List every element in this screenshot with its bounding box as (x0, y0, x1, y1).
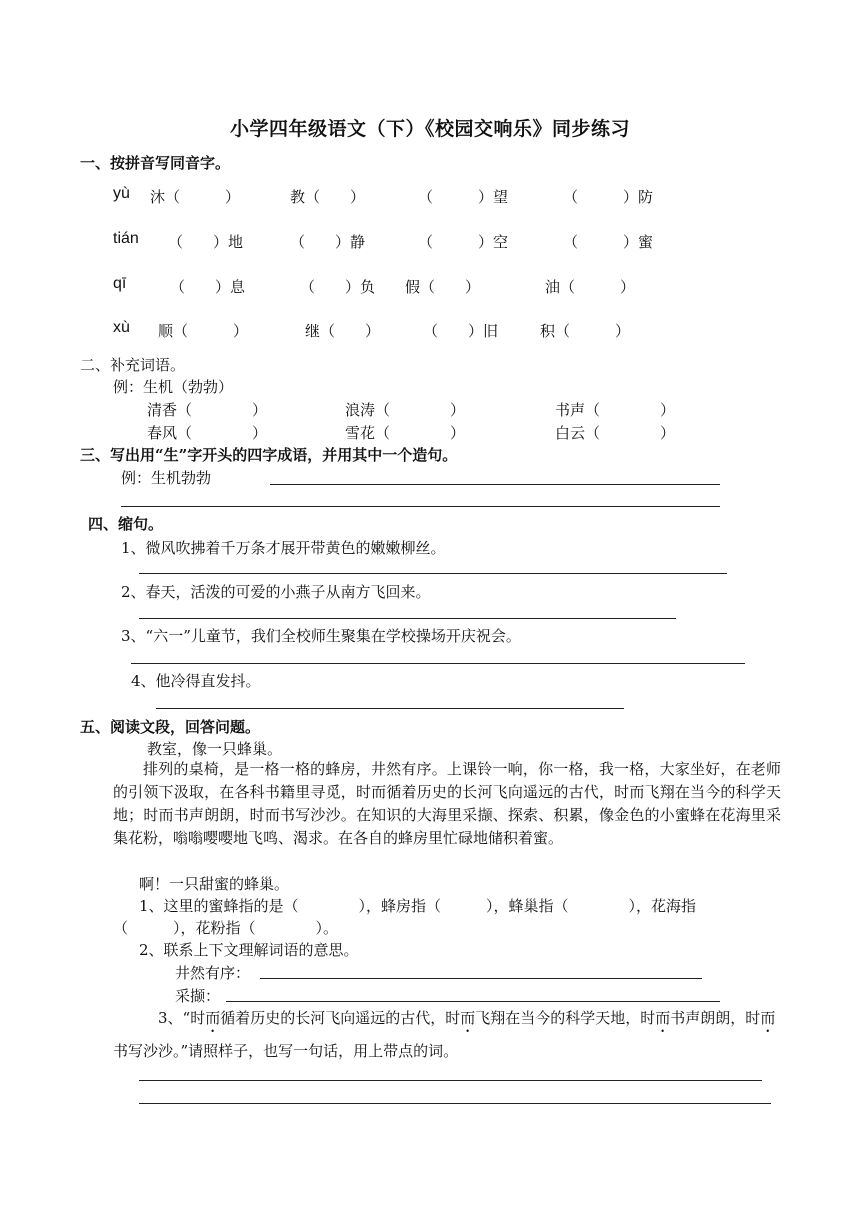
section-3-heading: 三、写出用“生”字开头的四字成语，并用其中一个造句。 (80, 446, 458, 464)
answer-line[interactable] (139, 1103, 771, 1104)
answer-line[interactable] (139, 573, 727, 574)
blank-item: （ ）望 (418, 188, 509, 206)
blank-item: （ ）地 (168, 233, 244, 251)
blank-item: 沐（ ） (150, 188, 241, 206)
q3-text: 飞翔在当今的科学天地，时 (475, 1009, 656, 1027)
passage-line: 啊！一只甜蜜的蜂巢。 (139, 875, 290, 893)
answer-line[interactable] (156, 708, 624, 709)
blank-item: （ ）蜜 (563, 233, 654, 251)
dotted-char: 而 (655, 1009, 671, 1027)
answer-line[interactable] (121, 506, 720, 507)
example-line: 例：生机勃勃 (121, 469, 212, 487)
question-1-cont: （ ），花粉指（ ）。 (113, 919, 339, 937)
section-5-heading: 五、阅读文段，回答问题。 (80, 718, 261, 736)
section-4-heading: 四、缩句。 (88, 515, 164, 533)
question-1: 1、这里的蜜蜂指的是（ ），蜂房指（ ），蜂巢指（ ），花海指 (139, 897, 697, 915)
fill-item: 春风（ ） (147, 424, 268, 442)
blank-item: 油（ ） (545, 278, 636, 296)
fill-item: 清香（ ） (147, 401, 268, 419)
sentence-item: 2、春天，活泼的可爱的小燕子从南方飞回来。 (121, 583, 431, 601)
sentence-item: 4、他冷得直发抖。 (131, 672, 261, 690)
answer-line[interactable] (131, 663, 745, 664)
blank-item: 顺（ ） (158, 322, 249, 340)
blank-item: （ ）静 (290, 233, 366, 251)
blank-item: 教（ ） (290, 188, 366, 206)
dotted-char: 而 (760, 1009, 776, 1027)
answer-line[interactable] (226, 1001, 720, 1002)
dotted-char: 而 (205, 1009, 221, 1027)
pinyin-label: xù (113, 319, 130, 336)
page-title: 小学四年级语文（下）《校园交响乐》同步练习 (229, 118, 630, 140)
blank-item: （ ）空 (418, 233, 509, 251)
example-line: 例：生机（勃勃） (113, 378, 234, 396)
pinyin-label: yù (113, 185, 130, 202)
answer-line[interactable] (260, 978, 702, 979)
blank-item: （ ）旧 (423, 322, 499, 340)
section-2-heading: 二、补充词语。 (80, 356, 186, 374)
blank-item: 积（ ） (540, 322, 631, 340)
blank-item: 继（ ） (305, 322, 381, 340)
passage-line: 教室，像一只蜂巢。 (147, 740, 283, 758)
q3-text: 书写沙沙。”请照样子，也写一句话，用上带点的词。 (113, 1042, 459, 1060)
sentence-item: 1、微风吹拂着千万条才展开带黄色的嫩嫩柳丝。 (121, 539, 446, 557)
q3-text: 3、“时 (158, 1009, 206, 1027)
pinyin-label: qī (113, 275, 127, 292)
fill-item: 白云（ ） (555, 424, 676, 442)
answer-line[interactable] (270, 484, 720, 485)
question-2: 2、联系上下文理解词语的意思。 (139, 941, 359, 959)
fill-item: 雪花（ ） (345, 424, 466, 442)
blank-item: 假（ ） (405, 278, 481, 296)
answer-line[interactable] (139, 618, 676, 619)
pinyin-label: tián (113, 230, 139, 247)
section-1-heading: 一、按拼音写同音字。 (80, 154, 231, 172)
term-label: 井然有序： (175, 964, 251, 982)
blank-item: （ ）负 (300, 278, 376, 296)
blank-item: （ ）息 (170, 278, 246, 296)
answer-line[interactable] (139, 1080, 762, 1081)
passage-paragraph: 排列的桌椅，是一格一格的蜂房，井然有序。上课铃一响，你一格，我一格，大家坐好，在老师的引领下汲取，在各科书籍里寻觅，时而循着历史的长河飞向遥远的古代，时而飞翔在当今的科学天地；时而书声朗朗，时而书写沙沙。在知识的大海里采撷、探索、积累，像金色的小蜜蜂在花海里采集花粉，嗡嗡嘤嘤地飞鸣、渴求。在各自的蜂房里忙碌地储积着蜜。 (113, 760, 781, 847)
blank-item: （ ）防 (563, 188, 654, 206)
dotted-char: 而 (460, 1009, 476, 1027)
fill-item: 书声（ ） (555, 401, 676, 419)
question-3 (113, 1003, 783, 1066)
q3-text: 循着历史的长河飞向遥远的古代，时 (220, 1009, 461, 1027)
q3-text: 书声朗朗，时 (670, 1009, 761, 1027)
term-label: 采撷： (175, 987, 221, 1005)
sentence-item: 3、“六一”儿童节，我们全校师生聚集在学校操场开庆祝会。 (121, 627, 521, 645)
fill-item: 浪涛（ ） (345, 401, 466, 419)
